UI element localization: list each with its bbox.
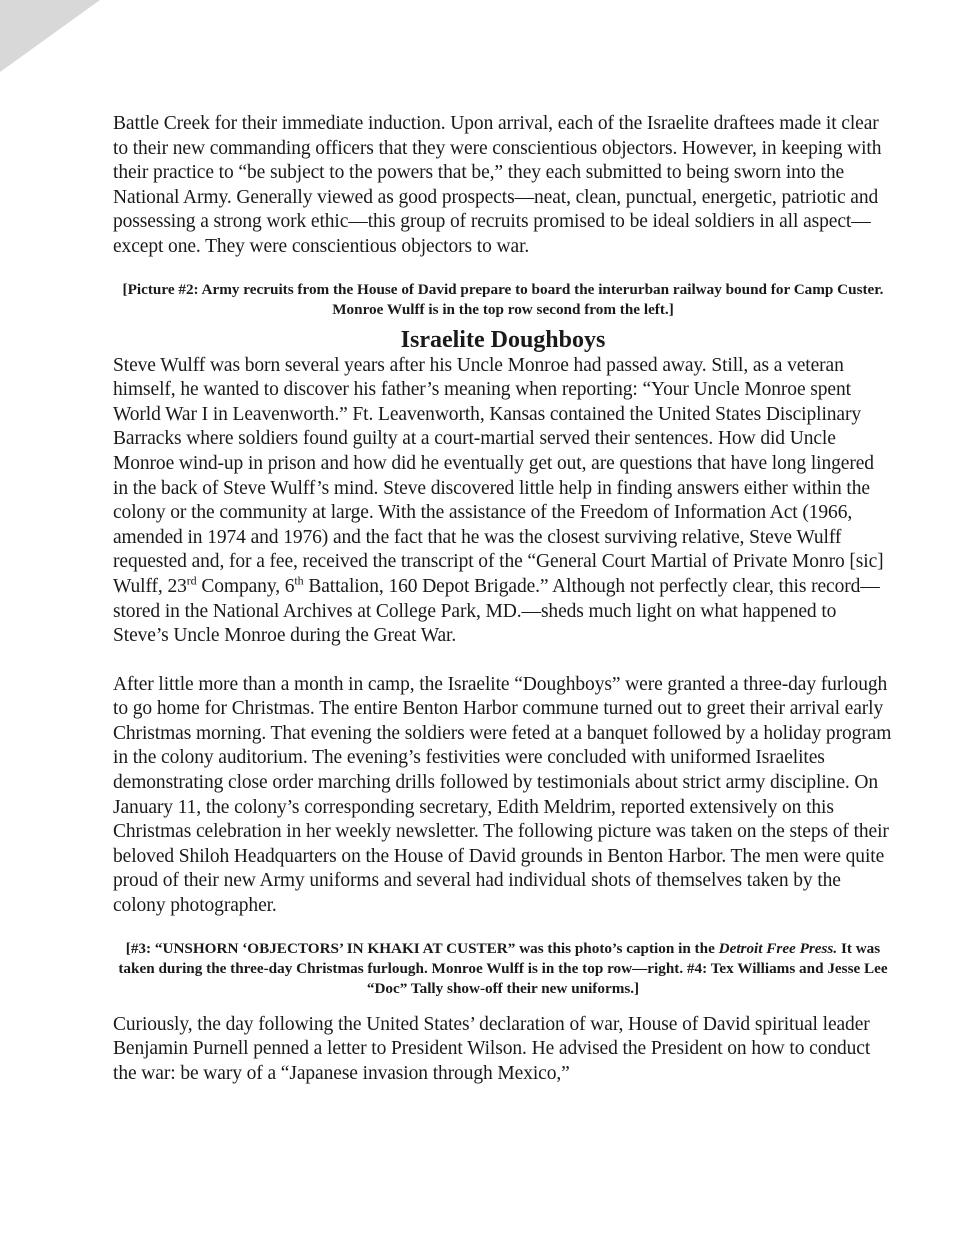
- page-corner-fold: [0, 0, 100, 72]
- ordinal-suffix: th: [294, 573, 304, 588]
- caption-text: It was taken during the three-day Christmas furlough. Monroe Wulff is in the top row—right. #4: Tex Williams and Jesse Lee “Doc” Tally show-off their new uniforms.]: [118, 939, 888, 997]
- document-page: [113, 112, 893, 1086]
- caption-text: [#3: “UNSHORN ‘OBJECTORS’ IN KHAKI AT CUSTER” was this photo’s caption in the: [125, 939, 719, 957]
- paragraph-text: Battalion, 160 Depot Brigade.” Although not perfectly clear, this record—stored in the National Archives at College Park, MD.—sheds much light on what happened to Steve’s Uncle Monroe during the Great War.: [113, 575, 880, 647]
- ordinal-suffix: rd: [186, 573, 197, 588]
- newspaper-title: Detroit Free Press.: [718, 939, 838, 957]
- section-heading: Israelite Doughboys: [400, 326, 606, 353]
- picture-caption-3-4: [113, 939, 893, 999]
- paragraph-text: Company, 6: [196, 575, 295, 597]
- paragraph-christmas-furlough: After little more than a month in camp, the Israelite “Doughboys” were granted a three-day furlough to go home for Christmas. The entire Benton Harbor commune turned out to greet their arrival early Christmas morning. That evening the soldiers were feted at a banquet followed by a holiday program in the colony auditorium. The evening’s festivities were concluded with uniformed Israelites demonstrating close order marching drills followed by testimonials about strict army discipline. On January 11, the colony’s corresponding secretary, Edith Meldrim, reported extensively on this Christmas celebration in her weekly newsletter. The following picture was taken on the steps of their beloved Shiloh Headquarters on the House of David grounds in Benton Harbor. The men were quite proud of their new Army uniforms and several had individual shots of themselves taken by the colony photographer.: [113, 673, 892, 917]
- paragraph-induction: Battle Creek for their immediate induction. Upon arrival, each of the Israelite draftees made it clear to their new commanding officers that they were conscientious objectors. However, in keeping with their practice to “be subject to the powers that be,” they each submitted to being sworn into the National Army. Generally viewed as good prospects—neat, clean, punctual, energetic, patriotic and possessing a strong work ethic—this group of recruits promised to be ideal soldiers in all aspect—except one. They were conscientious objectors to war.: [113, 113, 882, 257]
- picture-caption-2: [Picture #2: Army recruits from the House of David prepare to board the interurban railway bound for Camp Custer. Monroe Wulff is in the top row second from the left.]: [122, 280, 884, 318]
- paragraph-steve-wulff: [113, 354, 893, 649]
- paragraph-text: Steve Wulff was born several years after his Uncle Monroe had passed away. Still, as a veteran himself, he wanted to discover his father’s meaning when reporting: “Your Uncle Monroe spent World War I in Leavenworth.” Ft. Leavenworth, Kansas contained the United States Disciplinary Barracks where soldiers found guilty at a court-martial served their sentences. How did Uncle Monroe wind-up in prison and how did he eventually get out, are questions that have long lingered in the back of Steve Wulff’s mind. Steve discovered little help in finding answers either within the colony or the community at large. With the assistance of the Freedom of Information Act (1966, amended in 1974 and 1976) and the fact that he was the closest surviving relative, Steve Wulff requested and, for a fee, received the transcript of the “General Court Martial of Private Monro [sic] Wulff, 23: [113, 354, 884, 597]
- paragraph-purnell-letter: Curiously, the day following the United States’ declaration of war, House of David spiritual leader Benjamin Purnell penned a letter to President Wilson. He advised the President on how to conduct the war: be wary of a “Japanese invasion through Mexico,”: [113, 1013, 871, 1084]
